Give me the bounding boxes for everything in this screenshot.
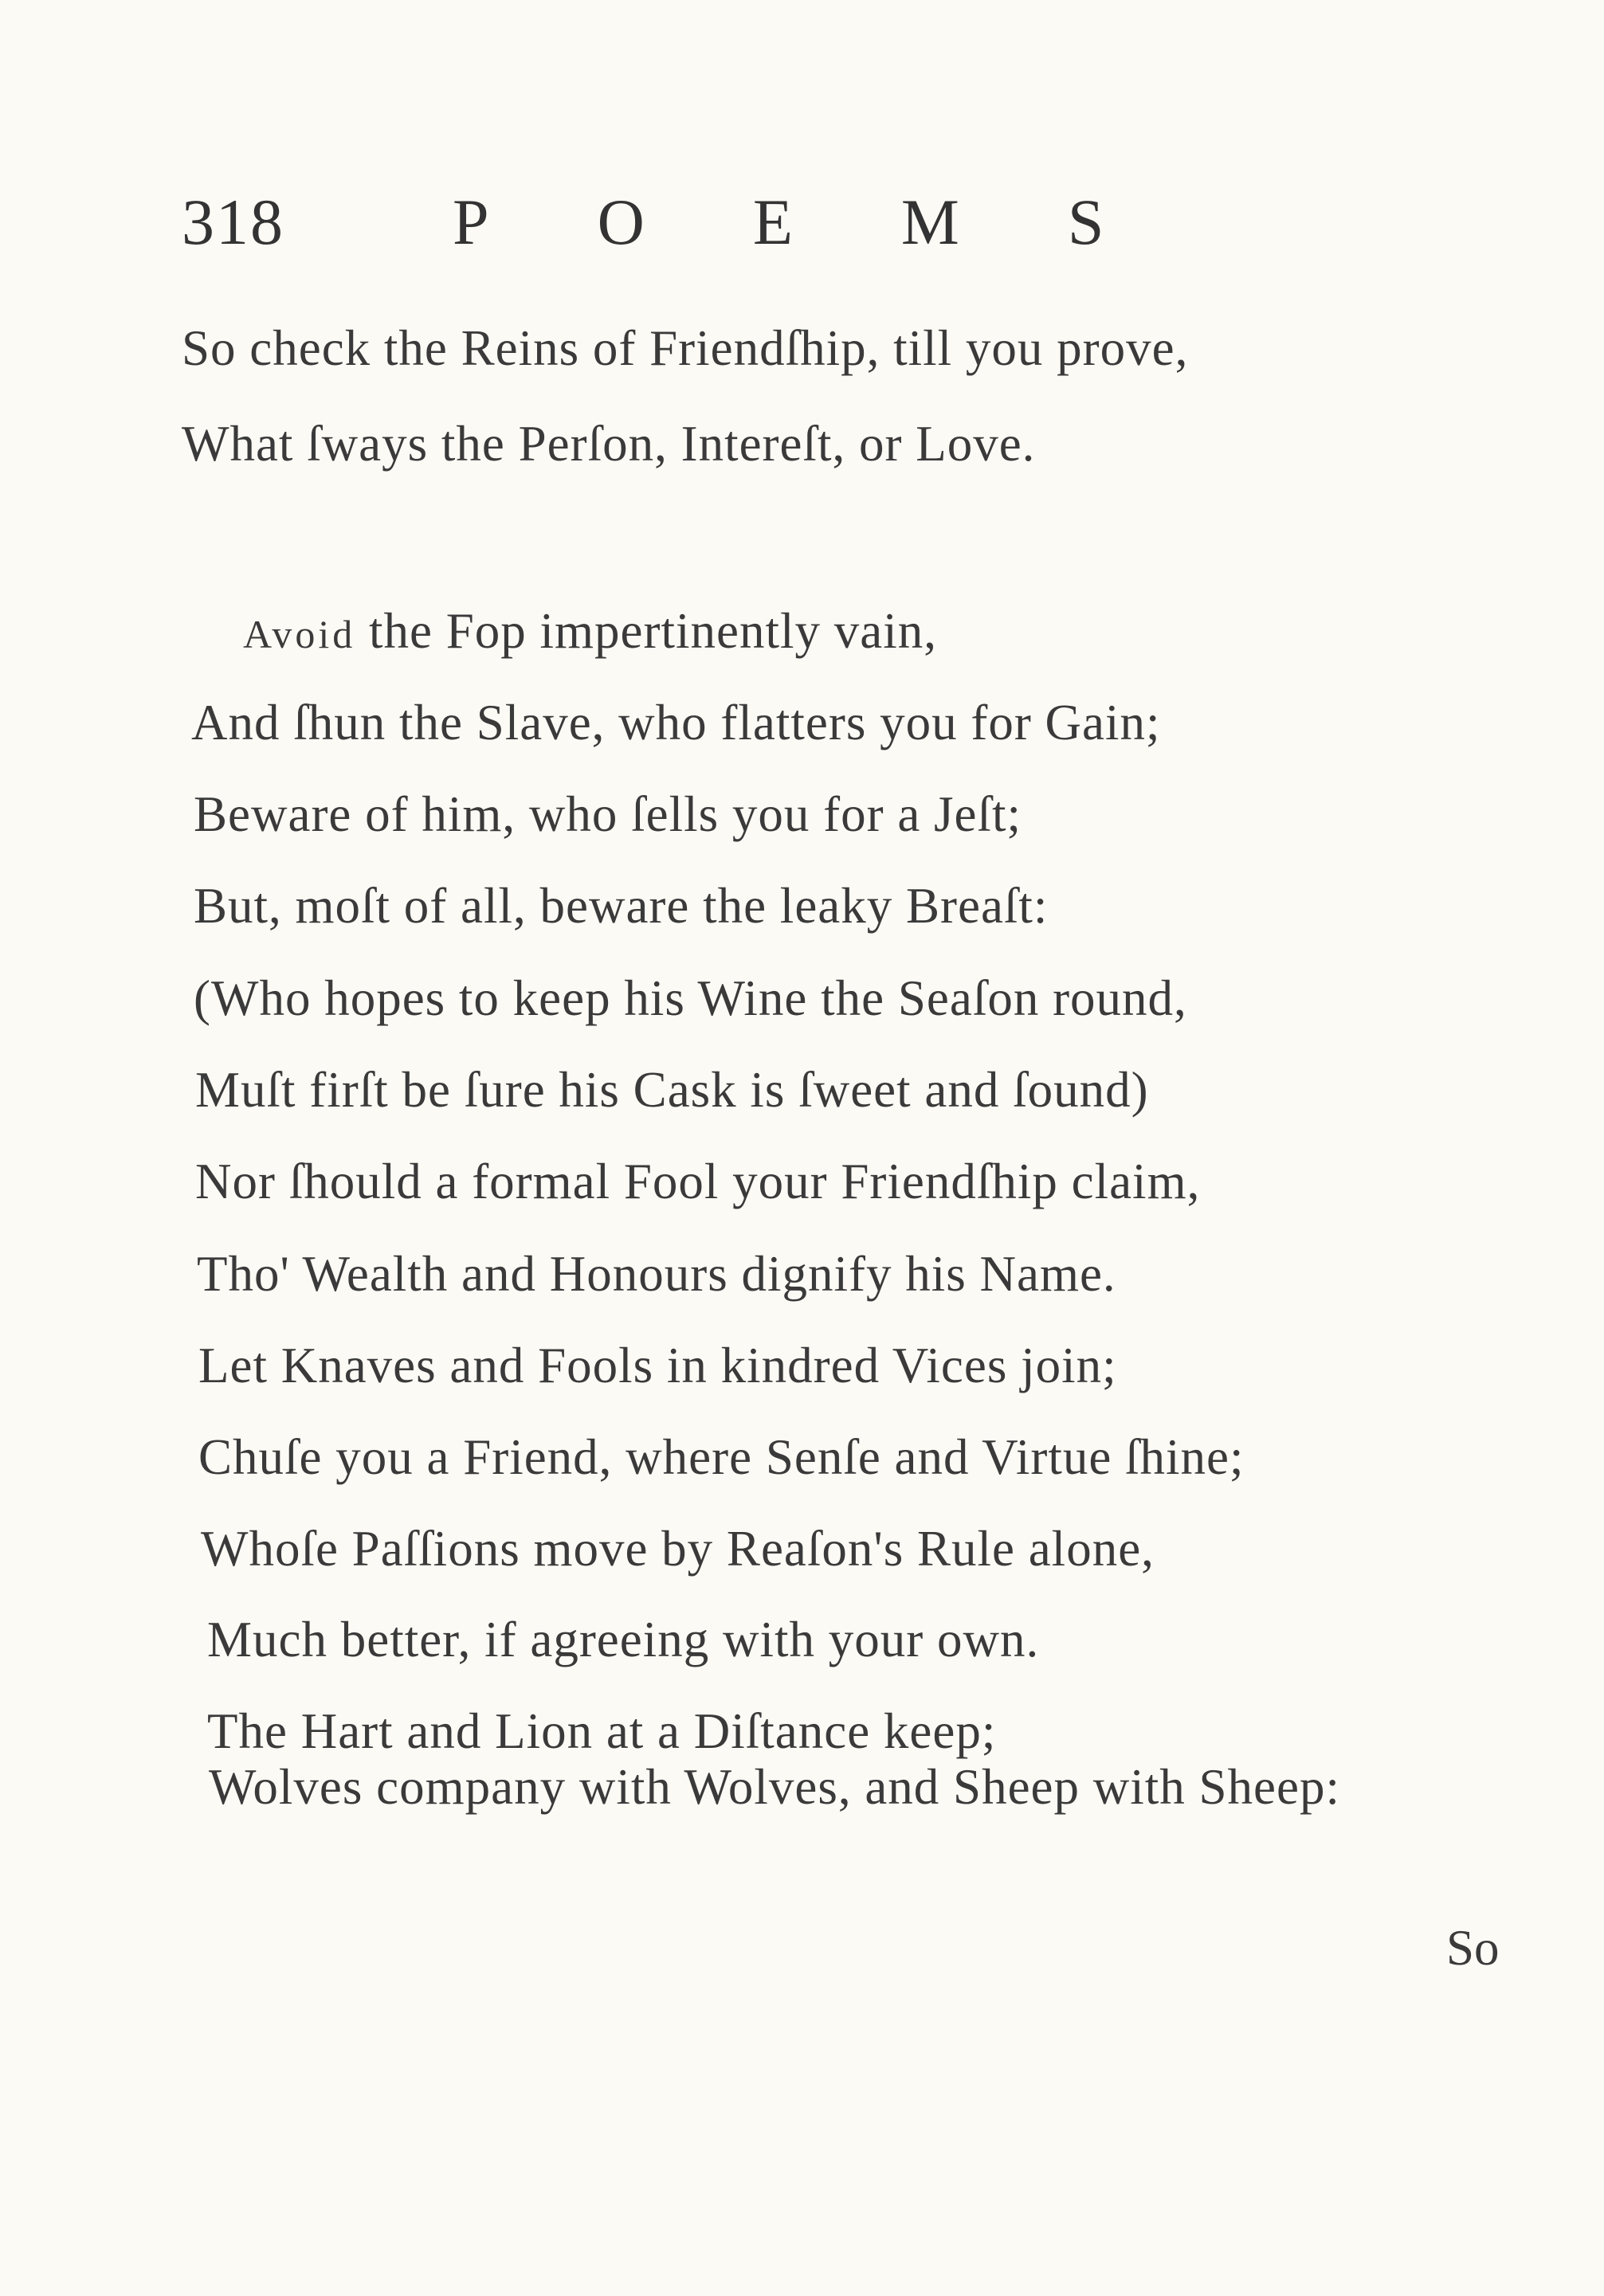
first-line-rest: the Fop impertinently vain,	[355, 603, 937, 659]
running-title: POEMS	[453, 186, 1213, 258]
verse-line: The Hart and Lion at a Diſtance keep;	[207, 1703, 997, 1759]
verse-line-first	[243, 599, 937, 663]
verse-line: Beware of him, who ſells you for a Jeſt;	[194, 786, 1022, 842]
verse-line: (Who hopes to keep his Wine the Seaſon round,	[194, 970, 1187, 1026]
page-number: 318	[182, 186, 284, 258]
opening-word: Avoid	[243, 612, 356, 656]
verse-line: Muſt firſt be ſure his Cask is ſweet and ſound)	[195, 1062, 1149, 1118]
verse-line: Chuſe you a Friend, where Senſe and Virtue ſhine;	[198, 1429, 1245, 1485]
verse-line: And ſhun the Slave, who flatters you for Gain;	[191, 695, 1161, 750]
running-head	[182, 185, 1233, 264]
catchword: So	[1446, 1920, 1500, 1976]
verse-line: So check the Reins of Friendſhip, till you prove,	[182, 320, 1189, 376]
verse-line: Tho' Wealth and Honours dignify his Name.	[197, 1246, 1116, 1302]
verse-line: Whoſe Paſſions move by Reaſon's Rule alone,	[201, 1521, 1155, 1577]
verse-line: Nor ſhould a formal Fool your Friendſhip claim,	[195, 1154, 1201, 1209]
verse-line: Let Knaves and Fools in kindred Vices join;	[198, 1338, 1117, 1393]
verse-line: But, moſt of all, beware the leaky Breaſt:	[194, 878, 1049, 934]
verse-line: What ſways the Perſon, Intereſt, or Love.	[182, 416, 1036, 472]
verse-line: Much better, if agreeing with your own.	[207, 1612, 1040, 1667]
verse-line: Wolves company with Wolves, and Sheep with Sheep:	[209, 1759, 1340, 1815]
